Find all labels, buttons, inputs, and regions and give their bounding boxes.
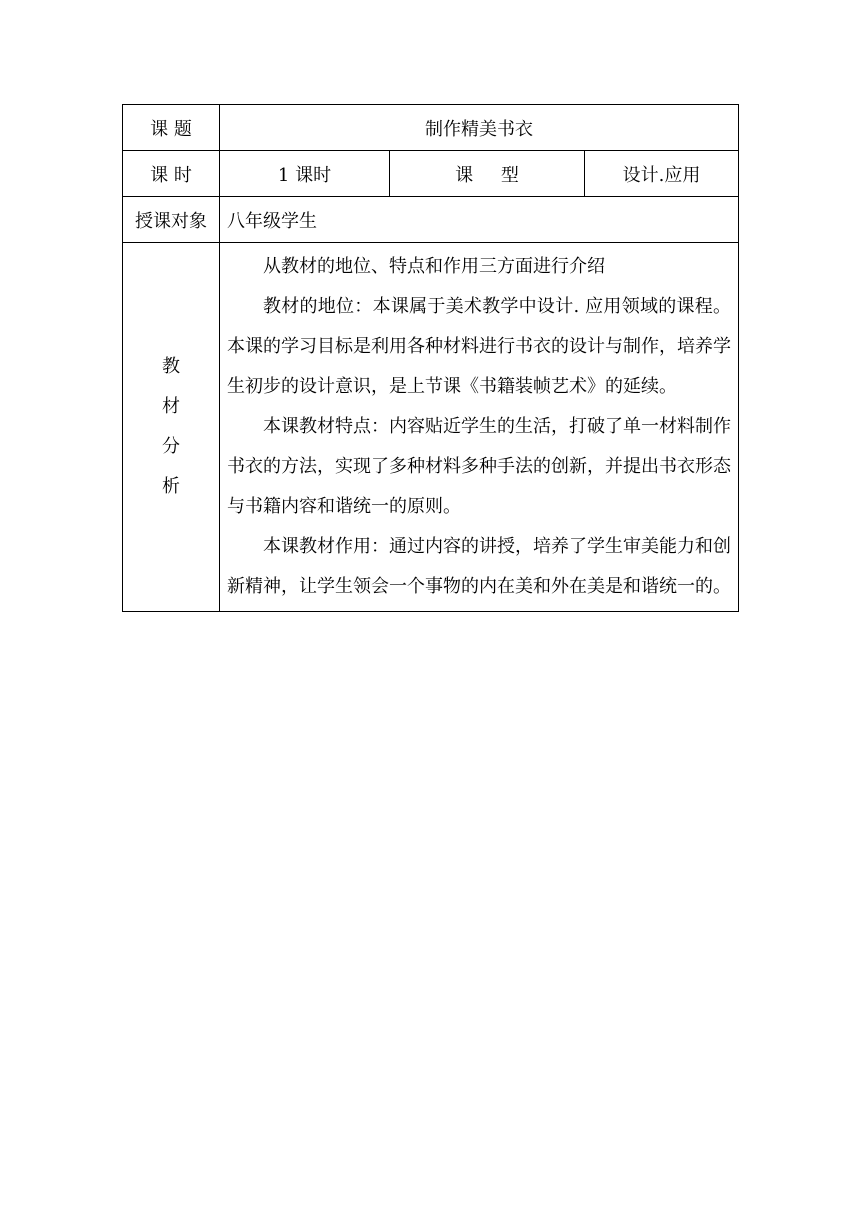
analysis-paragraph: 从教材的地位、特点和作用三方面进行介绍: [263, 256, 605, 277]
analysis-label-char: 析: [162, 476, 180, 497]
audience-row: [123, 197, 739, 243]
analysis-label-char: 材: [162, 396, 180, 417]
lesson-plan-table: [122, 104, 739, 612]
audience-label: 授课对象: [123, 197, 220, 243]
topic-row: [123, 105, 739, 151]
audience-value: 八年级学生: [220, 197, 739, 243]
type-value: 设计.应用: [585, 151, 739, 197]
analysis-label-char: 分: [162, 436, 180, 457]
period-value: 1 课时: [220, 151, 390, 197]
analysis-label: [123, 243, 220, 612]
analysis-paragraph: 教材的地位：本课属于美术教学中设计. 应用领域的课程。本课的学习目标是利用各种材料进行书衣的设计与制作，培养学生初步的设计意识，是上节课《书籍装帧艺术》的延续。: [227, 296, 732, 397]
analysis-paragraph: 本课教材特点：内容贴近学生的生活，打破了单一材料制作书衣的方法，实现了多种材料多种手法的创新，并提出书衣形态与书籍内容和谐统一的原则。: [227, 416, 732, 517]
topic-label: 课 题: [123, 105, 220, 151]
period-row: [123, 151, 739, 197]
period-label: 课 时: [123, 151, 220, 197]
analysis-label-char: 教: [162, 356, 180, 377]
analysis-row: [123, 243, 739, 612]
type-label: 课 型: [390, 151, 585, 197]
analysis-content: [220, 243, 739, 612]
analysis-paragraph: 本课教材作用：通过内容的讲授，培养了学生审美能力和创新精神，让学生领会一个事物的内在美和外在美是和谐统一的。: [227, 536, 732, 597]
topic-value: 制作精美书衣: [220, 105, 739, 151]
